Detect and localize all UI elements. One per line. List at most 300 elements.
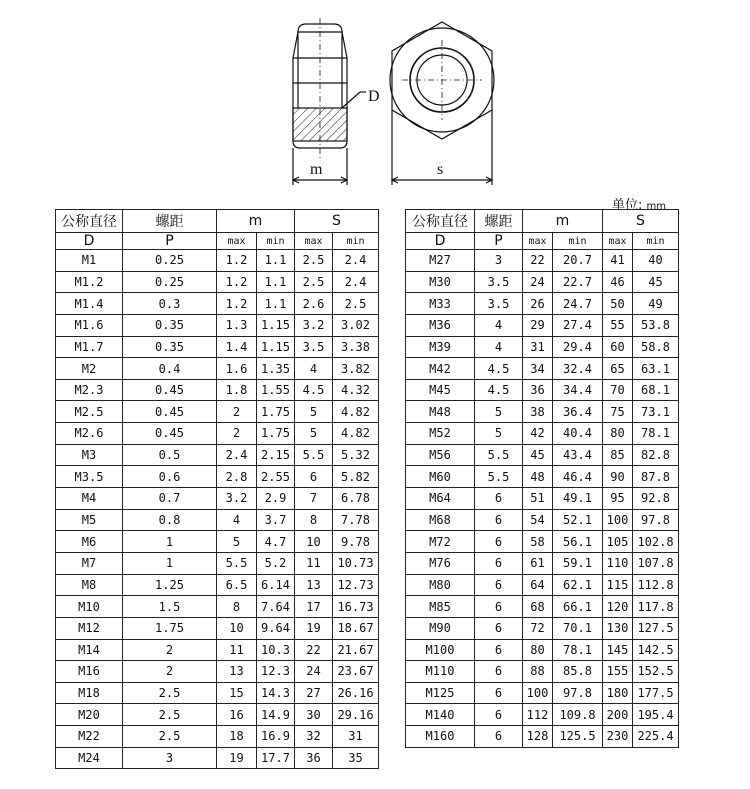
cell-m-min: 85.8 (553, 661, 603, 683)
cell-s-max: 17 (295, 596, 333, 618)
cell-s-min: 92.8 (633, 488, 679, 510)
cell-d: M4 (56, 488, 123, 510)
cell-m-max: 13 (217, 661, 257, 683)
cell-s-min: 18.67 (333, 617, 379, 639)
table-row (406, 444, 679, 466)
cell-p: 0.25 (123, 250, 217, 272)
cell-m-max: 2.4 (217, 444, 257, 466)
cell-m-max: 2.8 (217, 466, 257, 488)
unit-mm: mm (646, 201, 667, 212)
cell-p: 1.25 (123, 574, 217, 596)
cell-s-min: 9.78 (333, 531, 379, 553)
cell-p: 6 (475, 639, 523, 661)
cell-s-max: 19 (295, 617, 333, 639)
cell-d: M110 (406, 661, 475, 683)
cell-p: 6 (475, 488, 523, 510)
cell-m-max: 1.3 (217, 314, 257, 336)
cell-p: 6 (475, 617, 523, 639)
cell-s-min: 107.8 (633, 552, 679, 574)
cell-s-max: 7 (295, 488, 333, 510)
cell-m-max: 18 (217, 726, 257, 748)
cell-p: 2 (123, 639, 217, 661)
cell-s-min: 5.82 (333, 466, 379, 488)
cell-m-max: 3.2 (217, 488, 257, 510)
label-s: s (437, 161, 444, 178)
table-row (406, 401, 679, 423)
cell-s-min: 26.16 (333, 682, 379, 704)
cell-s-max: 5 (295, 401, 333, 423)
cell-p: 0.6 (123, 466, 217, 488)
cell-s-min: 142.5 (633, 639, 679, 661)
cell-s-min: 63.1 (633, 358, 679, 380)
table-row (56, 682, 379, 704)
cell-p: 0.5 (123, 444, 217, 466)
table-row (56, 574, 379, 596)
cell-d: M39 (406, 336, 475, 358)
cell-m-max: 26 (523, 293, 553, 315)
cell-m-max: 45 (523, 444, 553, 466)
cell-s-max: 100 (603, 509, 633, 531)
cell-s-max: 4 (295, 358, 333, 380)
cell-m-max: 31 (523, 336, 553, 358)
cell-s-min: 40 (633, 250, 679, 272)
cell-s-max: 41 (603, 250, 633, 272)
cell-p: 6 (475, 661, 523, 683)
cell-s-max: 22 (295, 639, 333, 661)
cell-m-max: 15 (217, 682, 257, 704)
header-s-max: max (295, 233, 333, 250)
table-row (406, 639, 679, 661)
table-row (56, 596, 379, 618)
header-p-cn: 螺距 (475, 210, 523, 233)
table-row (56, 444, 379, 466)
cell-m-min: 4.7 (257, 531, 295, 553)
cell-s-min: 102.8 (633, 531, 679, 553)
table-row (56, 509, 379, 531)
cell-d: M2 (56, 358, 123, 380)
cell-d: M1.4 (56, 293, 123, 315)
header-s-min: min (333, 233, 379, 250)
cell-m-min: 2.15 (257, 444, 295, 466)
cell-d: M22 (56, 726, 123, 748)
cell-p: 6 (475, 574, 523, 596)
side-view (293, 18, 366, 185)
cell-m-max: 80 (523, 639, 553, 661)
cell-d: M7 (56, 552, 123, 574)
cell-p: 4.5 (475, 358, 523, 380)
cell-m-max: 11 (217, 639, 257, 661)
cell-d: M16 (56, 661, 123, 683)
cell-m-min: 49.1 (553, 488, 603, 510)
cell-m-min: 34.4 (553, 379, 603, 401)
cell-m-max: 1.4 (217, 336, 257, 358)
cell-m-max: 6.5 (217, 574, 257, 596)
cell-d: M24 (56, 747, 123, 769)
cell-m-max: 22 (523, 250, 553, 272)
cell-d: M160 (406, 726, 475, 748)
cell-d: M27 (406, 250, 475, 272)
table-row (406, 379, 679, 401)
cell-p: 0.45 (123, 401, 217, 423)
cell-m-min: 78.1 (553, 639, 603, 661)
header-d-sym: D (56, 233, 123, 250)
header-m-max: max (217, 233, 257, 250)
cell-m-min: 22.7 (553, 271, 603, 293)
cell-d: M33 (406, 293, 475, 315)
cell-d: M18 (56, 682, 123, 704)
cell-s-min: 127.5 (633, 617, 679, 639)
cell-p: 3 (123, 747, 217, 769)
cell-m-min: 20.7 (553, 250, 603, 272)
cell-s-min: 3.38 (333, 336, 379, 358)
header-p-sym: P (475, 233, 523, 250)
table-row (56, 617, 379, 639)
table-row (406, 531, 679, 553)
cell-m-min: 14.3 (257, 682, 295, 704)
cell-s-min: 49 (633, 293, 679, 315)
cell-d: M68 (406, 509, 475, 531)
cell-p: 6 (475, 531, 523, 553)
cell-s-max: 65 (603, 358, 633, 380)
cell-d: M1.2 (56, 271, 123, 293)
table-row (56, 401, 379, 423)
cell-m-min: 70.1 (553, 617, 603, 639)
cell-p: 6 (475, 509, 523, 531)
table-row (56, 250, 379, 272)
cell-m-max: 42 (523, 423, 553, 445)
cell-d: M140 (406, 704, 475, 726)
table-row (406, 682, 679, 704)
table-row (406, 509, 679, 531)
cell-p: 6 (475, 726, 523, 748)
cell-s-min: 5.32 (333, 444, 379, 466)
cell-s-min: 12.73 (333, 574, 379, 596)
cell-m-max: 128 (523, 726, 553, 748)
cell-s-min: 35 (333, 747, 379, 769)
cell-m-max: 64 (523, 574, 553, 596)
cell-m-max: 72 (523, 617, 553, 639)
cell-s-max: 115 (603, 574, 633, 596)
cell-m-max: 2 (217, 401, 257, 423)
cell-m-min: 29.4 (553, 336, 603, 358)
table-row (56, 379, 379, 401)
table-row (56, 531, 379, 553)
cell-d: M12 (56, 617, 123, 639)
table-row (56, 488, 379, 510)
cell-m-max: 24 (523, 271, 553, 293)
cell-m-min: 1.1 (257, 293, 295, 315)
cell-d: M10 (56, 596, 123, 618)
right-table-body (406, 250, 679, 748)
cell-p: 5.5 (475, 466, 523, 488)
table-row (406, 661, 679, 683)
cell-d: M80 (406, 574, 475, 596)
cell-d: M2.6 (56, 423, 123, 445)
cell-p: 4 (475, 336, 523, 358)
header-s-max: max (603, 233, 633, 250)
cell-m-min: 1.75 (257, 401, 295, 423)
table-row (56, 358, 379, 380)
cell-s-max: 90 (603, 466, 633, 488)
label-d: D (368, 88, 380, 105)
cell-s-min: 2.5 (333, 293, 379, 315)
cell-p: 1.75 (123, 617, 217, 639)
cell-m-min: 5.2 (257, 552, 295, 574)
cell-m-min: 62.1 (553, 574, 603, 596)
cell-s-min: 82.8 (633, 444, 679, 466)
cell-m-max: 10 (217, 617, 257, 639)
cell-m-min: 14.9 (257, 704, 295, 726)
cell-m-min: 52.1 (553, 509, 603, 531)
cell-s-max: 36 (295, 747, 333, 769)
cell-s-min: 97.8 (633, 509, 679, 531)
cell-m-max: 38 (523, 401, 553, 423)
cell-m-max: 8 (217, 596, 257, 618)
cell-d: M1 (56, 250, 123, 272)
cell-s-min: 177.5 (633, 682, 679, 704)
cell-p: 6 (475, 682, 523, 704)
cell-m-max: 4 (217, 509, 257, 531)
cell-d: M3 (56, 444, 123, 466)
cell-m-min: 12.3 (257, 661, 295, 683)
cell-d: M72 (406, 531, 475, 553)
table-row (406, 596, 679, 618)
cell-d: M48 (406, 401, 475, 423)
cell-m-min: 66.1 (553, 596, 603, 618)
cell-s-max: 46 (603, 271, 633, 293)
header-s: S (603, 210, 679, 233)
cell-s-min: 225.4 (633, 726, 679, 748)
cell-p: 2.5 (123, 682, 217, 704)
table-row (56, 747, 379, 769)
table-row (406, 726, 679, 748)
cell-s-max: 95 (603, 488, 633, 510)
header-m: m (217, 210, 295, 233)
cell-m-max: 54 (523, 509, 553, 531)
cell-m-min: 2.9 (257, 488, 295, 510)
header-d-cn: 公称直径 (406, 210, 475, 233)
cell-s-max: 80 (603, 423, 633, 445)
cell-p: 5.5 (475, 444, 523, 466)
cell-m-min: 125.5 (553, 726, 603, 748)
table-row (406, 488, 679, 510)
cell-d: M14 (56, 639, 123, 661)
cell-s-min: 10.73 (333, 552, 379, 574)
cell-s-max: 10 (295, 531, 333, 553)
cell-s-min: 3.82 (333, 358, 379, 380)
cell-d: M52 (406, 423, 475, 445)
cell-p: 0.7 (123, 488, 217, 510)
cell-s-min: 4.82 (333, 401, 379, 423)
cell-s-min: 53.8 (633, 314, 679, 336)
cell-m-min: 1.1 (257, 271, 295, 293)
cell-m-max: 48 (523, 466, 553, 488)
header-s-min: min (633, 233, 679, 250)
table-row (406, 271, 679, 293)
cell-s-min: 7.78 (333, 509, 379, 531)
cell-d: M6 (56, 531, 123, 553)
cell-s-max: 5 (295, 423, 333, 445)
cell-s-min: 29.16 (333, 704, 379, 726)
cell-m-min: 32.4 (553, 358, 603, 380)
header-m-min: min (257, 233, 295, 250)
cell-s-max: 2.5 (295, 250, 333, 272)
cell-s-min: 4.82 (333, 423, 379, 445)
table-row (406, 423, 679, 445)
cell-s-min: 31 (333, 726, 379, 748)
cell-s-max: 11 (295, 552, 333, 574)
table-row (406, 293, 679, 315)
cell-s-min: 152.5 (633, 661, 679, 683)
cell-s-max: 24 (295, 661, 333, 683)
cell-s-max: 32 (295, 726, 333, 748)
cell-p: 1.5 (123, 596, 217, 618)
cell-m-max: 112 (523, 704, 553, 726)
cell-s-min: 6.78 (333, 488, 379, 510)
cell-s-min: 4.32 (333, 379, 379, 401)
cell-m-max: 51 (523, 488, 553, 510)
header-p-sym: P (123, 233, 217, 250)
cell-p: 4.5 (475, 379, 523, 401)
cell-m-min: 7.64 (257, 596, 295, 618)
table-row (56, 423, 379, 445)
table-row (56, 293, 379, 315)
cell-d: M36 (406, 314, 475, 336)
cell-d: M45 (406, 379, 475, 401)
header-m: m (523, 210, 603, 233)
left-table-body (56, 250, 379, 769)
spec-table-right (405, 209, 679, 748)
cell-m-min: 6.14 (257, 574, 295, 596)
cell-s-min: 3.02 (333, 314, 379, 336)
cell-p: 3.5 (475, 271, 523, 293)
cell-s-max: 3.2 (295, 314, 333, 336)
spec-table-left (55, 209, 379, 769)
cell-p: 5 (475, 423, 523, 445)
cell-p: 3.5 (475, 293, 523, 315)
cell-d: M5 (56, 509, 123, 531)
cell-s-min: 58.8 (633, 336, 679, 358)
cell-p: 0.45 (123, 379, 217, 401)
cell-m-min: 59.1 (553, 552, 603, 574)
cell-m-min: 36.4 (553, 401, 603, 423)
cell-s-max: 5.5 (295, 444, 333, 466)
cell-m-min: 1.55 (257, 379, 295, 401)
cell-p: 3 (475, 250, 523, 272)
cell-s-max: 70 (603, 379, 633, 401)
cell-m-max: 1.8 (217, 379, 257, 401)
cell-m-max: 29 (523, 314, 553, 336)
cell-m-max: 34 (523, 358, 553, 380)
cell-m-max: 2 (217, 423, 257, 445)
cell-s-max: 60 (603, 336, 633, 358)
cell-s-min: 16.73 (333, 596, 379, 618)
cell-m-min: 24.7 (553, 293, 603, 315)
cell-d: M2.5 (56, 401, 123, 423)
cell-m-max: 1.2 (217, 293, 257, 315)
cell-p: 6 (475, 704, 523, 726)
cell-d: M76 (406, 552, 475, 574)
table-row (406, 704, 679, 726)
cell-m-min: 27.4 (553, 314, 603, 336)
cell-m-min: 2.55 (257, 466, 295, 488)
cell-m-max: 58 (523, 531, 553, 553)
table-row (406, 466, 679, 488)
cell-s-max: 27 (295, 682, 333, 704)
cell-s-min: 87.8 (633, 466, 679, 488)
cell-m-max: 1.2 (217, 250, 257, 272)
cell-m-max: 88 (523, 661, 553, 683)
cell-s-max: 50 (603, 293, 633, 315)
cell-s-max: 4.5 (295, 379, 333, 401)
cell-m-min: 9.64 (257, 617, 295, 639)
cell-d: M20 (56, 704, 123, 726)
table-row (56, 336, 379, 358)
table-row (56, 466, 379, 488)
cell-m-min: 97.8 (553, 682, 603, 704)
cell-s-max: 3.5 (295, 336, 333, 358)
cell-p: 4 (475, 314, 523, 336)
cell-p: 0.25 (123, 271, 217, 293)
cell-m-min: 1.1 (257, 250, 295, 272)
cell-m-max: 1.6 (217, 358, 257, 380)
cell-p: 0.35 (123, 336, 217, 358)
cell-m-min: 40.4 (553, 423, 603, 445)
table-row (406, 250, 679, 272)
cell-m-min: 1.35 (257, 358, 295, 380)
cell-p: 2.5 (123, 726, 217, 748)
cell-s-max: 13 (295, 574, 333, 596)
table-row (406, 552, 679, 574)
cell-s-max: 120 (603, 596, 633, 618)
cell-p: 1 (123, 531, 217, 553)
table-row (56, 661, 379, 683)
cell-m-max: 36 (523, 379, 553, 401)
table-row (406, 574, 679, 596)
cell-s-max: 75 (603, 401, 633, 423)
cell-d: M125 (406, 682, 475, 704)
cell-d: M56 (406, 444, 475, 466)
cell-s-min: 45 (633, 271, 679, 293)
cell-d: M85 (406, 596, 475, 618)
cell-s-min: 112.8 (633, 574, 679, 596)
cell-s-max: 130 (603, 617, 633, 639)
cell-s-min: 78.1 (633, 423, 679, 445)
cell-m-min: 46.4 (553, 466, 603, 488)
table-row (56, 271, 379, 293)
cell-s-max: 55 (603, 314, 633, 336)
cell-p: 6 (475, 596, 523, 618)
cell-m-max: 61 (523, 552, 553, 574)
cell-s-max: 230 (603, 726, 633, 748)
cell-p: 1 (123, 552, 217, 574)
cell-m-min: 109.8 (553, 704, 603, 726)
cell-m-max: 68 (523, 596, 553, 618)
cell-s-max: 85 (603, 444, 633, 466)
cell-m-max: 100 (523, 682, 553, 704)
cell-m-min: 56.1 (553, 531, 603, 553)
cell-m-min: 17.7 (257, 747, 295, 769)
table-row (406, 617, 679, 639)
cell-s-min: 2.4 (333, 250, 379, 272)
header-d-sym: D (406, 233, 475, 250)
cell-d: M64 (406, 488, 475, 510)
cell-m-min: 16.9 (257, 726, 295, 748)
header-s: S (295, 210, 379, 233)
cell-s-min: 117.8 (633, 596, 679, 618)
cell-m-min: 1.15 (257, 336, 295, 358)
cell-m-max: 19 (217, 747, 257, 769)
